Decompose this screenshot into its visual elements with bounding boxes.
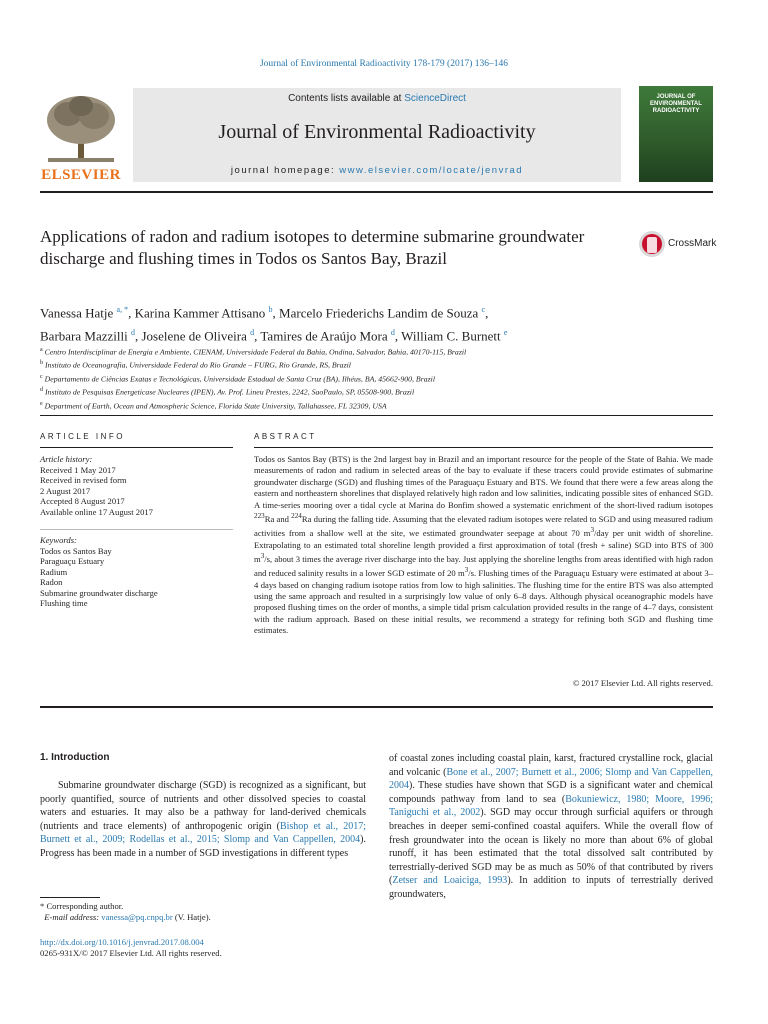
cover-title: JOURNAL OF ENVIRONMENTAL RADIOACTIVITY: [650, 94, 702, 114]
keyword-item: Radium: [40, 566, 68, 577]
journal-reference[interactable]: Journal of Environmental Radioactivity 178-179 (2017) 136–146: [259, 59, 508, 69]
crossmark-label: CrossMark: [668, 238, 717, 249]
author-name[interactable]: Tamires de Araújo Mora: [260, 328, 388, 344]
elsevier-wordmark: ELSEVIER: [41, 167, 121, 183]
abstract-copyright: © 2017 Elsevier Ltd. All rights reserved.: [572, 678, 713, 688]
history-item: Received 1 May 2017: [40, 464, 116, 475]
history-item: 2 August 2017: [40, 485, 91, 496]
journal-title: Journal of Environmental Radioactivity: [218, 121, 536, 143]
keyword-item: Submarine groundwater discharge: [40, 587, 158, 598]
header-rule: [40, 191, 713, 193]
abstract-text: Todos os Santos Bay (BTS) is the 2nd largest bay in Brazil and an important resource for the people of the State of Bahia. We made measurements of radon and radium in selected areas of the bay to evaluate if these tracers could provide estimates of submarine groundwater discharge (SGD) and flushing times of the Paraguaçu Estuary and BTS. We found that there were a few areas along the eastern and northeastern shorelines that displayed relatively high radon and low salinities, indicating possible sites of enhanced SGD. A time-series mooring over a tidal cycle at Marina do Bonfim showed a systematic enrichment of the short-lived radium isotopes $^{223}$Ra and $^{224}$Ra during the falling tide. Assuming that the elevated radium isotopes were related to SGD and using measured radium activities from a shallow well at the site, we estimated groundwater seepage at about 70 $m^3$/day per unit width of shoreline. Extrapolating to an estimated total shoreline length provided a first approximation of total (fresh + saline) SGD into BTS of 300 $m^3/s$, about 3 times the average river discharge into the bay. Just applying the shoreline lengths from areas identified with high radon and reduced salinity results in a lower SGD estimate of 20 $m^3/s$. Flushing times of the Paraguaçu Estuary were estimated at about 3–4 days based on changing radium isotope ratios from low to high salinities. The flushing time for the entire BTS was also attempted using the same approach and resulted in a surprisingly low value of only 6–8 days. Although physical oceanographic models have proposed flushing times on the order of months, a simple tidal prism calculation provided results in the range of 4–7 days, consistent with the radium approach. Based on these initial results, we recommend a strategy for refining both SGD and flushing time estimates.: [254, 454, 714, 636]
citation-link[interactable]: Bokuniewicz, 1980; Moore, 1996; Taniguchi et al., 2002: [389, 793, 713, 819]
homepage-line: [133, 165, 621, 176]
contents-line: [133, 93, 621, 104]
intro-left-column: Submarine groundwater discharge (SGD) is recognized as a significant, but poorly quantified, source of nutrients and other dissolved species to coastal waters and estuaries. It may also be a pathway for land-derived chemicals (nutrients and trace elements) of anthropogenic origin (Bishop et al., 2017; Burnett et al., 2009; Rodellas et al., 2015; Slomp and Van Cappellen, 2004). Progress has been made in a number of SGD investigations in different types: [40, 780, 366, 859]
keyword-item: Paraguaçu Estuary: [40, 556, 105, 566]
author-name[interactable]: Vanessa Hatje: [40, 305, 114, 321]
abstract-heading: ABSTRACT: [254, 432, 317, 441]
keyword-item: Todos os Santos Bay: [40, 545, 112, 556]
history-label: Article history:: [40, 454, 93, 464]
citation-link[interactable]: Bone et al., 2007; Burnett et al., 2006; Slomp and Van Cappellen, 2004: [389, 766, 714, 792]
contents-prefix: Contents lists available at: [288, 93, 405, 104]
author-name[interactable]: Barbara Mazzilli: [40, 328, 128, 344]
abstract-rule: [254, 447, 713, 448]
author-affiliation-marker[interactable]: a, *: [116, 305, 129, 314]
journal-cover-thumbnail[interactable]: [639, 86, 713, 182]
crossmark-icon: [638, 230, 666, 258]
affiliation-item: $^a$ Centro Interdisciplinar de Energia e Ambiente, CIENAM, Universidade Federal da Bahia, Ondina, Salvador, Bahia, 40170-115, Brazil: [40, 347, 467, 357]
affiliation-item: $^b$ Instituto de Oceanografia, Universidade Federal do Rio Grande – FURG, Rio Grande, RS, Brazil: [40, 360, 351, 370]
keyword-item: Radon: [40, 577, 63, 587]
elsevier-tree-icon: [40, 92, 122, 164]
citation-link[interactable]: Zetser and Loaiciga, 1993: [392, 875, 508, 887]
history-item: Received in revised form: [40, 475, 127, 485]
article-title: Applications of radon and radium isotopes to determine submarine groundwater discharge and flushing times in Todos os Santos Bay, Brazil: [40, 227, 585, 268]
affiliation-item: $^e$ Department of Earth, Ocean and Atmospheric Science, Florida State University, Tallahassee, FL 32309, USA: [40, 400, 387, 411]
intro-right-column: of coastal zones including coastal plain, karst, fractured crystalline rock, glacial and volcanic (Bone et al., 2007; Burnett et al., 2006; Slomp and Van Cappellen, 2004). These studies have shown that SGD is a significant water and chemical compounds pathway from land to sea (Bokuniewicz, 1980; Moore, 1996; Taniguchi et al., 2002). SGD may occur through surficial aquifers or through breaches in deeper semi-confined coastal aquifers. While the overall flow of fresh groundwater into the ocean is likely no more than about 6% of global runoff, it has been estimated that the total dissolved salt contributed by terrestrially-derived SGD may be as much as 50% of that contributed by rivers (Zetser and Loaiciga, 1993). In addition to inputs of terrestrially derived groundwaters,: [389, 753, 714, 900]
email-link[interactable]: vanessa@pq.cnpq.br: [101, 912, 173, 922]
affiliation-rule: [40, 415, 713, 416]
corresponding-author-footnote: * Corresponding author. E-mail address: vanessa@pq.cnpq.br (V. Hatje).: [40, 901, 211, 922]
doi-link[interactable]: http://dx.doi.org/10.1016/j.jenvrad.2017.08.004: [40, 937, 204, 947]
author-affiliation-marker[interactable]: e: [503, 328, 508, 338]
doi-block: [40, 937, 366, 959]
author-affiliation-marker[interactable]: d: [390, 328, 395, 338]
history-item: Available online 17 August 2017: [40, 506, 153, 517]
footnote-rule: [40, 897, 100, 898]
article-history: [40, 454, 235, 517]
keywords-label: Keywords:: [40, 535, 77, 545]
homepage-prefix: journal homepage:: [230, 165, 340, 176]
author-name[interactable]: Joselene de Oliveira: [141, 328, 247, 344]
introduction-heading: 1. Introduction: [40, 752, 110, 763]
author-name[interactable]: William C. Burnett: [401, 328, 501, 344]
abstract-bottom-rule: [40, 706, 713, 708]
author-affiliation-marker[interactable]: d: [250, 328, 255, 338]
affiliation-item: $^c$ Departamento de Ciências Exatas e Tecnológicas, Universidade Estadual de Santa Cruz (BA), Ilhéus, BA, 45662-900, Brazil: [40, 373, 435, 384]
keyword-list: [40, 546, 235, 609]
affiliation-item: $^d$ Instituto de Pesquisas Energeticase Nucleares (IPEN), Av. Prof. Lineu Prestes, 2242, SaoPaulo, SP, 05508-900, Brazil: [40, 387, 415, 397]
author-affiliation-marker[interactable]: d: [130, 328, 135, 338]
article-info-heading: ARTICLE INFO: [40, 432, 125, 441]
journal-banner: [133, 88, 621, 182]
author-affiliation-marker[interactable]: c: [481, 305, 486, 314]
elsevier-logo: [40, 92, 122, 184]
article-info-rule: [40, 447, 233, 448]
author-list: Vanessa Hatje $^{a, *}$, Karina Kammer Attisano $^b$, Marcelo Friederichs Landim de Souza $^c$, Barbara Mazzilli $^d$, Joselene de Oliveira $^d$, Tamires de Araújo Mora $^d$, William C. Burnett $^e$: [40, 305, 508, 344]
affiliation-list: [40, 345, 690, 412]
citation-link[interactable]: Bishop et al., 2017; Burnett et al., 2009; Rodellas et al., 2015; Slomp and Van Cappellen, 2004: [40, 820, 366, 846]
sciencedirect-link[interactable]: ScienceDirect: [404, 93, 466, 104]
author-name[interactable]: Karina Kammer Attisano: [134, 305, 266, 321]
author-affiliation-marker[interactable]: b: [268, 305, 273, 314]
history-list: [40, 465, 235, 518]
crossmark-badge[interactable]: [638, 230, 718, 258]
author-name[interactable]: Marcelo Friederichs Landim de Souza: [279, 305, 479, 321]
history-item: Accepted 8 August 2017: [40, 496, 125, 506]
keyword-item: Flushing time: [40, 598, 88, 608]
keywords-block: [40, 535, 235, 609]
homepage-link[interactable]: www.elsevier.com/locate/jenvrad: [339, 165, 524, 176]
issn-line: 0265-931X/© 2017 Elsevier Ltd. All rights reserved.: [40, 948, 222, 958]
keywords-rule: [40, 529, 233, 530]
